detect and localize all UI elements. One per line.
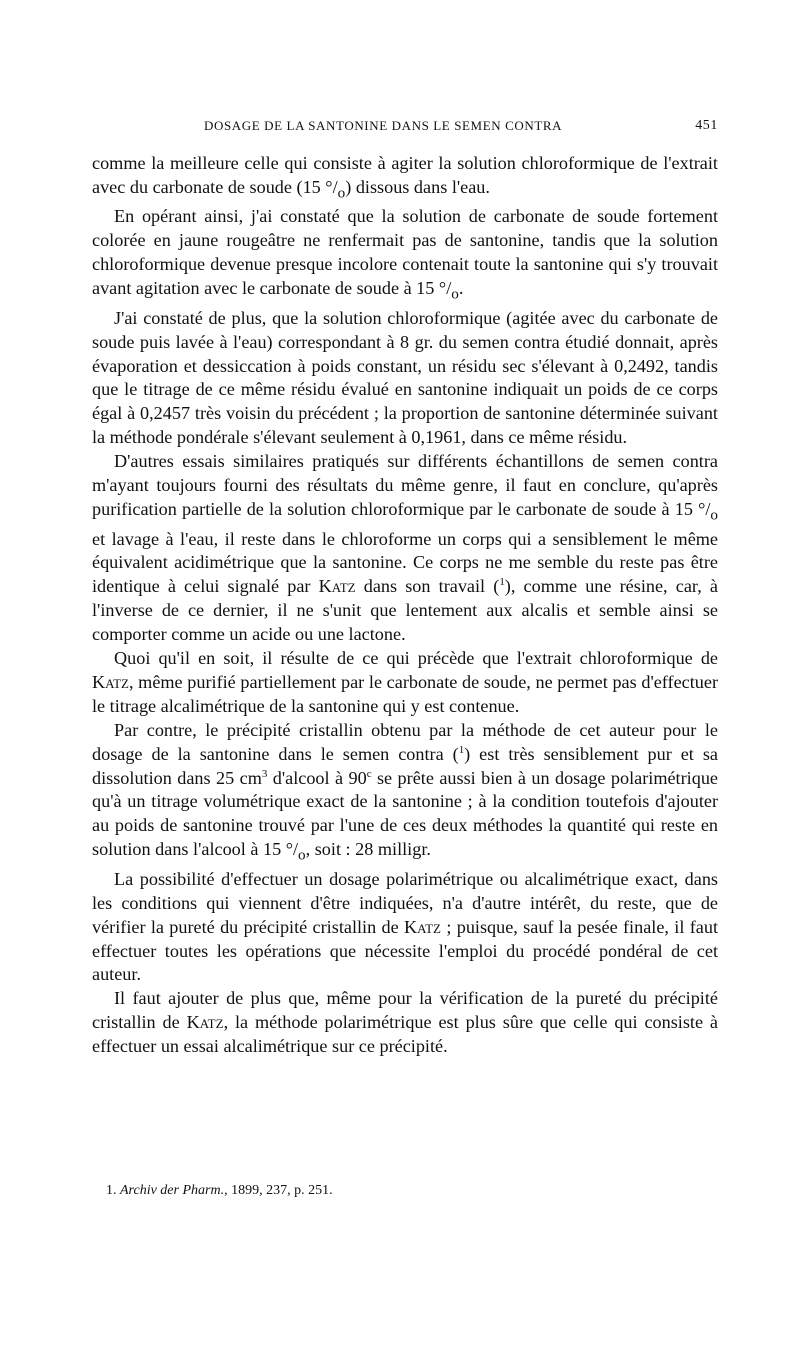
body-text (92, 152, 718, 1059)
footnote-details: , 1899, 237, p. 251. (224, 1183, 333, 1198)
footnote-number: 1. (106, 1183, 117, 1198)
text-run: Quoi qu'il en soit, il résulte de ce qui précède que l'extrait chloroformique de (114, 648, 718, 669)
paragraph (92, 647, 718, 719)
text-run: La possibilité d'effectuer un dosage polarimétrique ou alcalimétrique exact, dans les conditions qui viennent d'être indiquées, n'a d'autre intérêt, du reste, que de vérifier la pureté du précipité cristallin de (92, 868, 718, 937)
text-run: Il faut ajouter de plus que, même pour la vérification de la pureté du précipité cristallin de (92, 988, 718, 1033)
author-name: Katz (404, 916, 441, 937)
text-run: ) est très sensiblement pur et sa dissolution dans 25 cm (92, 743, 718, 788)
superscript: 1 (499, 576, 505, 589)
subscript: o (337, 184, 346, 202)
text-run: et lavage à l'eau, il reste dans le chloroforme un corps qui a sensiblement le même équivalent acidimétrique que la santonine. Ce corps ne me semble du reste pas être identique à celui signalé par (92, 528, 718, 597)
text-run: Par contre, le précipité cristallin obtenu par la méthode de cet auteur pour le dosage de la santonine dans le semen contra ( (92, 719, 718, 764)
paragraph (92, 307, 718, 450)
running-header (92, 118, 718, 142)
superscript: c (366, 767, 372, 780)
paragraph (92, 719, 718, 868)
subscript: o (298, 846, 306, 864)
text-run: ) dissous dans l'eau. (345, 176, 490, 197)
text-run: En opérant ainsi, j'ai constaté que la solution de carbonate de soude fortement colorée en jaune rougeâtre ne renfermait pas de santonine, tandis que la solution chloroformique devenue presque incolore contenait toute la santonine qui s'y trouvait avant agitation avec le carbonate de soude à 15 °/ (92, 206, 718, 299)
text-run: J'ai constaté de plus, que la solution chloroformique (agitée avec du carbonate de soude puis lavée à l'eau) correspondant à 8 gr. du semen contra étudié donnait, après évaporation et dessiccation à poids constant, un résidu sec s'élevant à 0,2492, tandis que le titrage de ce même résidu évalué en santonine indiquait un poids de ce corps égal à 0,2457 très voisin du précédent ; la proportion de santonine déterminée suivant la méthode pondérale s'élevant seulement à 0,1961, dans ce même résidu. (92, 307, 718, 448)
text-run: ; puisque, sauf la pesée finale, il faut effectuer toutes les opérations que nécessite l'emploi du procédé pondéral de cet auteur. (92, 916, 718, 985)
running-title: DOSAGE DE LA SANTONINE DANS LE SEMEN CONTRA (204, 118, 563, 133)
footnote (106, 1183, 706, 1199)
page-number: 451 (695, 118, 718, 133)
subscript: o (710, 506, 718, 524)
text-run: . (458, 278, 464, 299)
paragraph (92, 152, 718, 205)
text-run: d'alcool à 90 (267, 767, 367, 788)
paragraph (92, 987, 718, 1059)
paragraph (92, 868, 718, 988)
footnote-source: Archiv der Pharm. (120, 1183, 225, 1198)
text-run: se prête aussi bien à un dosage polarimétrique qu'à un titrage volumétrique exact de la santonine ; à la condition toutefois d'ajouter au poids de santonine trouvé par l'une de ces deux méthodes la quantité qui reste en solution dans l'alcool à 15 °/ (92, 767, 718, 860)
author-name: Katz (318, 576, 356, 597)
text-run: , soit : 28 milligr. (305, 839, 431, 860)
text-run: D'autres essais similaires pratiqués sur différents échantillons de semen contra m'ayant toujours fourni des résultats du même genre, il faut en conclure, qu'après purification partielle de la solution chloroformique par le carbonate de soude à 15 °/ (92, 451, 718, 519)
subscript: o (451, 285, 459, 303)
text-run: ), comme une résine, car, à l'inverse de ce dernier, il ne s'unit que lentement aux alcalis et semble ainsi se comporter comme un acide ou une lactone. (92, 576, 718, 645)
text-run: , même purifié partiellement par le carbonate de soude, ne permet pas d'effectuer le titrage alcalimétrique de la santonine qui y est contenue. (92, 671, 718, 716)
superscript: 1 (458, 743, 465, 756)
text-run: dans son travail ( (355, 576, 500, 597)
author-name: Katz (92, 671, 129, 692)
text-run: , la méthode polarimétrique est plus sûre que celle qui consiste à effectuer un essai alcalimétrique sur ce précipité. (92, 1012, 718, 1057)
text-run: comme la meilleure celle qui consiste à agiter la solution chloroformique de l'extrait avec du carbonate de soude (15 °/ (92, 153, 718, 197)
paragraph (92, 205, 718, 306)
paragraph (92, 450, 718, 647)
superscript: 3 (261, 767, 268, 780)
author-name: Katz (186, 1012, 224, 1033)
